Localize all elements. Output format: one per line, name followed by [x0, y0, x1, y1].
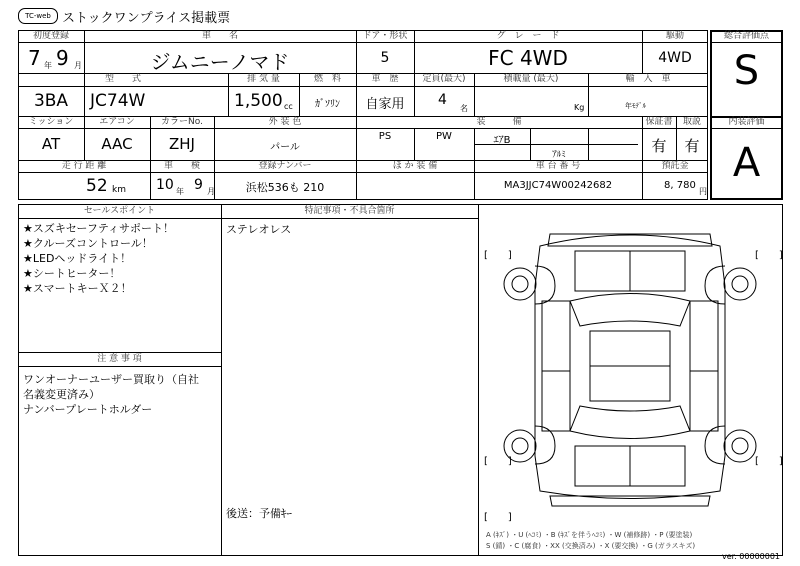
chassis-label: 車 台 番 号 — [535, 161, 581, 171]
deposit-value: 8, 780 — [664, 180, 696, 191]
import-label: 輸 入 車 — [625, 74, 671, 84]
overall-score-label: 総合評価点 — [723, 31, 769, 41]
diagram-bracket: [ ] — [484, 456, 512, 467]
exterior-color-value: パール — [270, 142, 300, 153]
other-equip-label: ほ か 装 備 — [392, 161, 438, 171]
note-line: ナンバープレートホルダー — [23, 403, 153, 416]
color-no-label: カラーNo. — [161, 117, 203, 127]
plate-value: 浜松536も 210 — [245, 181, 325, 194]
inspection-year: 10 — [156, 177, 174, 193]
sales-point: ★LEDヘッドライト！ — [23, 252, 132, 265]
notes-list — [23, 372, 199, 417]
grade-value: FC 4WD — [488, 46, 568, 70]
overall-score: S — [733, 48, 760, 94]
car-damage-diagram — [480, 206, 780, 526]
fuel-label: 燃 料 — [313, 74, 341, 84]
import-unit: 年ﾓﾃﾞﾙ — [625, 102, 646, 110]
grade-label: グ レ ー ド — [496, 31, 560, 41]
document-title: ストックワンプライス掲載票 — [62, 11, 231, 26]
mission-label: ミッション — [28, 117, 74, 127]
drive-value: 4WD — [658, 50, 692, 66]
aircon-label: エアコン — [99, 117, 135, 127]
first-reg-label: 初度登録 — [32, 31, 69, 41]
usage-value: 自家用 — [365, 97, 405, 112]
displacement-value: 1,500 — [234, 91, 283, 111]
exterior-color-label: 外 装 色 — [268, 117, 302, 127]
fuel-value: ｶﾞｿﾘﾝ — [315, 99, 340, 110]
inspection-month: 9 — [194, 177, 203, 193]
mileage-unit: km — [112, 185, 126, 195]
deposit-unit: 円 — [699, 187, 707, 196]
manual-value: 有 — [684, 137, 700, 155]
inspection-month-unit: 月 — [207, 187, 215, 196]
usage-label: 車 歴 — [371, 74, 399, 84]
diagram-bracket: [ ] — [755, 250, 783, 261]
equip-ps: PS — [378, 131, 392, 142]
note-line: 名義変更済み） — [23, 388, 100, 401]
reg-year: 7 — [28, 46, 41, 70]
warranty-value: 有 — [651, 137, 667, 155]
car-name-value: ジムニーノマド — [150, 50, 290, 74]
special-notes-heading: 特記事項・不具合箇所 — [304, 206, 395, 216]
drive-label: 駆動 — [665, 31, 684, 41]
deposit-label: 預託金 — [661, 161, 689, 171]
inspection-label: 車 検 — [163, 161, 200, 171]
displacement-label: 排 気 量 — [247, 74, 280, 84]
capacity-label: 定員(最大) — [422, 74, 466, 84]
sales-points-heading: セールスポイント — [83, 206, 156, 216]
equip-airbag: ｴｱB — [493, 135, 511, 146]
manual-label: 取説 — [682, 117, 701, 127]
doors-label: ドア・形状 — [362, 31, 408, 41]
plate-label: 登録ナンバー — [258, 161, 312, 171]
mileage-label: 走 行 距 離 — [61, 161, 107, 171]
sales-point: ★シートヒーター！ — [23, 267, 121, 280]
equip-pw: PW — [436, 131, 452, 142]
interior-score: A — [732, 140, 761, 186]
sales-point: ★スズキセーフティサポート！ — [23, 222, 174, 235]
sales-point: ★クルーズコントロール！ — [23, 237, 153, 250]
notes-heading: 注 意 事 項 — [97, 354, 142, 364]
car-name-label: 車 名 — [201, 31, 238, 41]
sales-points-list — [23, 221, 174, 296]
capacity-unit: 名 — [460, 104, 468, 113]
warranty-label: 保証書 — [645, 117, 673, 127]
payload-unit: Kg — [574, 103, 585, 112]
capacity-value: 4 — [438, 92, 447, 108]
sales-point: ★スマートキーＸ２！ — [23, 282, 132, 295]
diagram-bracket: [ ] — [484, 250, 512, 261]
mission-value: AT — [41, 135, 61, 153]
special-notes-footer: 後送：予備ｷｰ — [226, 507, 292, 520]
model-label: 型 式 — [104, 74, 141, 84]
legend-line-2: S (錆) ・C (腐食) ・XX (交換済み) ・X (要交換) ・G (ガラスキズ) — [486, 542, 696, 550]
doors-value: 5 — [380, 50, 390, 66]
chassis-value: MA3JJC74W00242682 — [503, 180, 613, 191]
equipment-label: 装 備 — [476, 117, 522, 127]
version-text: ver. 00000001 — [722, 552, 781, 561]
interior-score-label: 内装評価 — [728, 117, 765, 127]
reg-year-unit: 年 — [44, 61, 52, 70]
displacement-unit: cc — [284, 102, 293, 111]
aircon-value: AAC — [101, 135, 133, 153]
color-no-value: ZHJ — [169, 135, 195, 153]
inspection-year-unit: 年 — [176, 187, 184, 196]
model-prefix: 3BA — [33, 91, 69, 111]
diagram-bracket: [ ] — [484, 512, 512, 523]
legend-line-1: A (ｷｽﾞ) ・U (ﾍｺﾐ) ・B (ｷｽﾞを伴うﾍｺﾐ) ・W (補修跡) ・P (要塗装) — [486, 531, 693, 539]
company-logo: TC-web — [18, 8, 58, 24]
reg-month: 9 — [56, 46, 69, 70]
equip-alumi: ｱﾙﾐ — [552, 150, 566, 160]
note-line: ワンオーナーユーザー買取り（自社 — [23, 373, 199, 386]
model-code: JC74W — [90, 91, 146, 111]
special-notes-text: ステレオレス — [226, 223, 292, 236]
mileage-value: 52 — [86, 176, 108, 196]
payload-label: 積載量 (最大) — [503, 74, 559, 84]
diagram-bracket: [ ] — [755, 456, 783, 467]
reg-month-unit: 月 — [74, 61, 82, 70]
